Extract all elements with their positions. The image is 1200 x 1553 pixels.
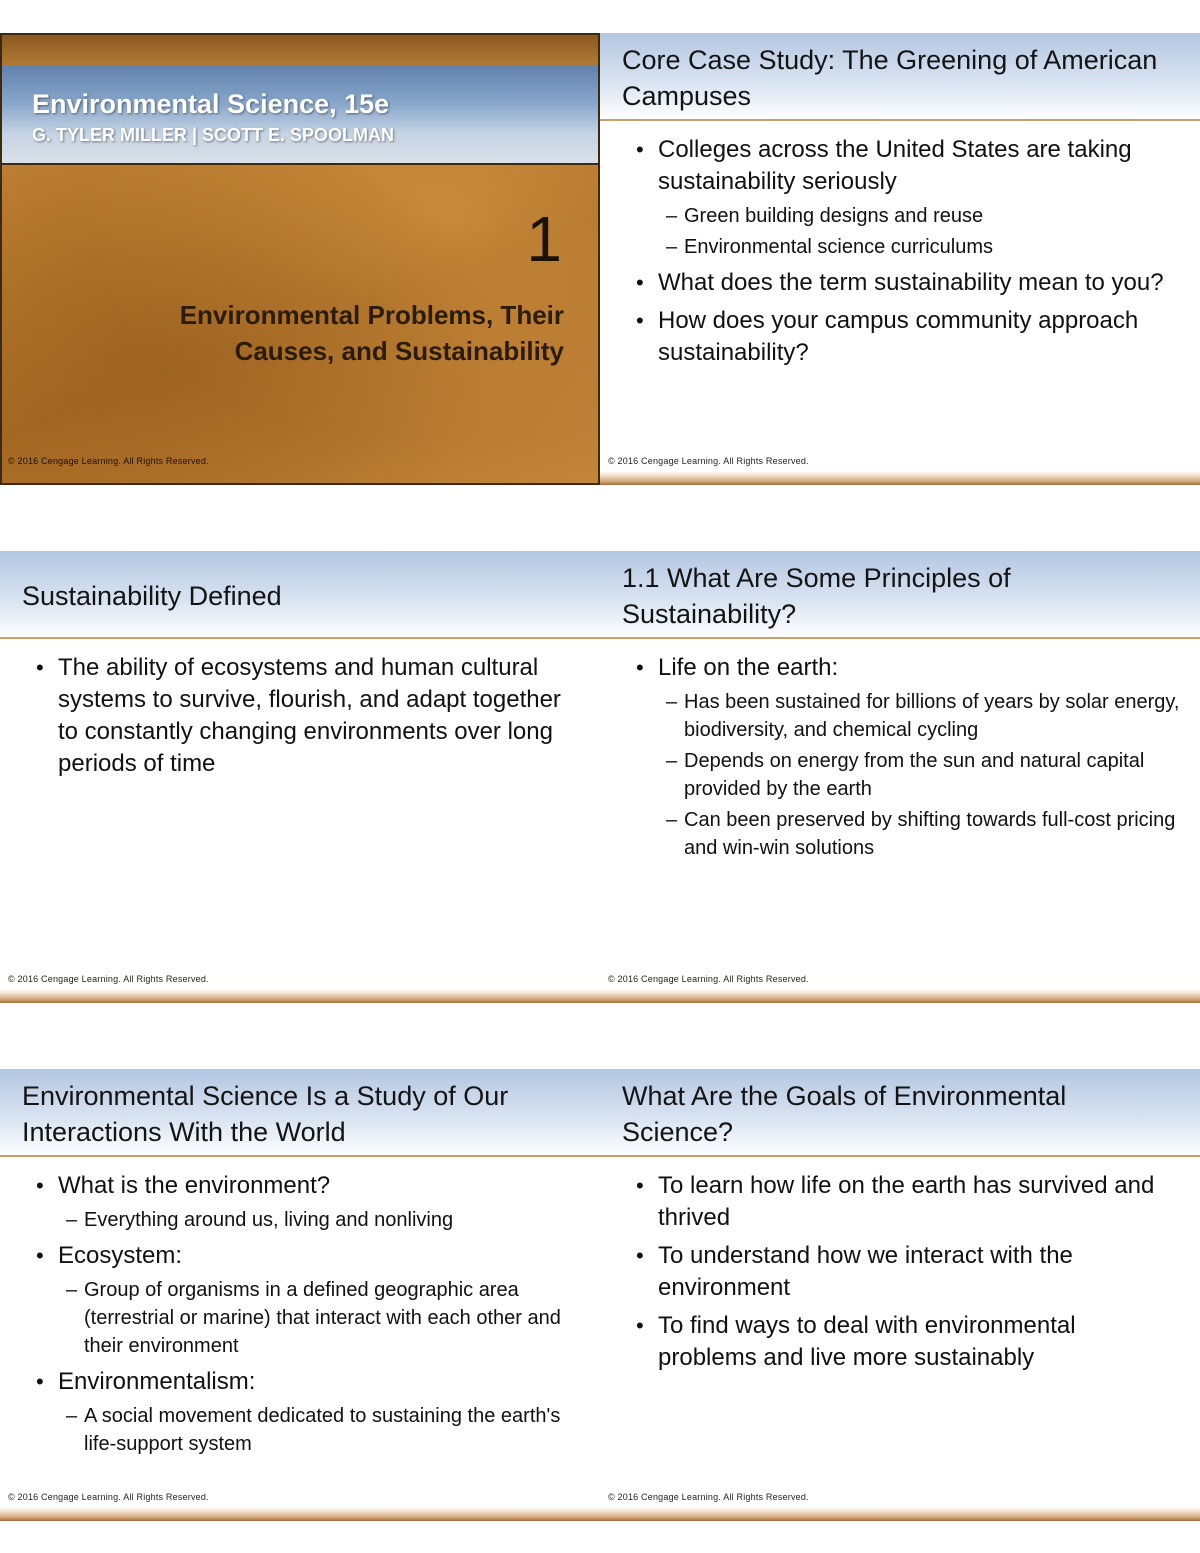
- header-divider: [600, 1155, 1200, 1157]
- slide-core-case-study: [600, 33, 1200, 485]
- slide-environmental-science-study: [0, 1069, 600, 1521]
- bullet-item: • Ecosystem: – Group of organisms in a defined geographic area (terrestrial or marine) that interact with each other and their environment: [0, 1240, 580, 1360]
- copyright-notice: © 2016 Cengage Learning. All Rights Reserved.: [8, 1492, 209, 1502]
- bullet-item: • Colleges across the United States are taking sustainability seriously – Green building designs and reuse – Environmental science curriculums: [600, 134, 1180, 261]
- bullet-item: • What is the environment? – Everything around us, living and nonliving: [0, 1170, 580, 1234]
- copyright-notice: © 2016 Cengage Learning. All Rights Reserved.: [608, 974, 809, 984]
- bullet-item: • To learn how life on the earth has survived and thrived: [600, 1170, 1180, 1234]
- sub-bullet-list: [58, 1402, 580, 1458]
- slide-title: Environmental Science Is a Study of Our Interactions With the World: [22, 1081, 509, 1147]
- copyright-notice: © 2016 Cengage Learning. All Rights Reserved.: [608, 1492, 809, 1502]
- footer-bar: [600, 1507, 1200, 1521]
- sub-bullet-item: – Depends on energy from the sun and natural capital provided by the earth: [658, 747, 1180, 803]
- bullet-item: • Environmentalism: – A social movement dedicated to sustaining the earth's life-support system: [0, 1366, 580, 1458]
- bullet-list: [0, 646, 600, 780]
- header-divider: [600, 637, 1200, 639]
- slide-sustainability-defined: [0, 551, 600, 1003]
- sub-bullet-list: [58, 1276, 580, 1360]
- sub-bullet-item: – Can been preserved by shifting towards full-cost pricing and win-win solutions: [658, 806, 1180, 862]
- header-divider: [0, 1155, 600, 1157]
- slide-title: Core Case Study: The Greening of American Campuses: [622, 45, 1158, 111]
- copyright-notice: © 2016 Cengage Learning. All Rights Reserved.: [8, 974, 209, 984]
- sub-bullet-item: – Has been sustained for billions of years by solar energy, biodiversity, and chemical cycling: [658, 688, 1180, 744]
- book-title: Environmental Science, 15e: [32, 89, 390, 119]
- book-authors: G. TYLER MILLER | SCOTT E. SPOOLMAN: [32, 125, 395, 145]
- sub-bullet-item: – A social movement dedicated to sustaining the earth's life-support system: [58, 1402, 580, 1458]
- slide-goals-of-environmental-science: [600, 1069, 1200, 1521]
- bullet-list: [600, 128, 1200, 369]
- slide-title: Sustainability Defined: [22, 581, 282, 611]
- sub-bullet-item: – Green building designs and reuse: [658, 202, 1180, 230]
- footer-bar: [0, 1507, 600, 1521]
- slide-principles-of-sustainability: [600, 551, 1200, 1003]
- footer-bar: [600, 471, 1200, 485]
- title-slide: [0, 33, 600, 485]
- sub-bullet-item: – Group of organisms in a defined geographic area (terrestrial or marine) that interact with each other and their environment: [58, 1276, 580, 1360]
- copyright-notice: © 2016 Cengage Learning. All Rights Reserved.: [8, 456, 209, 466]
- slide-title: 1.1 What Are Some Principles of Sustainability?: [622, 563, 1011, 629]
- bullet-item: • What does the term sustainability mean to you?: [600, 267, 1180, 299]
- header-divider: [0, 637, 600, 639]
- bullet-list: [600, 1164, 1200, 1374]
- sub-bullet-list: [58, 1206, 580, 1234]
- header-divider: [600, 119, 1200, 121]
- bullet-item: • To understand how we interact with the environment: [600, 1240, 1180, 1304]
- slide-title: What Are the Goals of Environmental Science?: [622, 1081, 1067, 1147]
- copyright-notice: © 2016 Cengage Learning. All Rights Reserved.: [608, 456, 809, 466]
- bullet-item: • How does your campus community approach sustainability?: [600, 305, 1180, 369]
- top-strip: [2, 35, 598, 65]
- bullet-item: • The ability of ecosystems and human cultural systems to survive, flourish, and adapt together to constantly changing environments over long periods of time: [0, 652, 580, 780]
- footer-bar: [0, 989, 600, 1003]
- bullet-item: • Life on the earth: – Has been sustained for billions of years by solar energy, biodiversity, and chemical cycling – Depends on energy from the sun and natural capital provided by the earth – Can been preserved by shifting towards full-cost pricing and win-win solutions: [600, 652, 1180, 862]
- chapter-number: 1: [526, 203, 562, 275]
- bullet-item: • To find ways to deal with environmental problems and live more sustainably: [600, 1310, 1180, 1374]
- sub-bullet-list: [658, 202, 1180, 261]
- bullet-list: [0, 1164, 600, 1462]
- chapter-title: Environmental Problems, Their Causes, and Sustainability: [179, 300, 564, 366]
- footer-bar: [600, 989, 1200, 1003]
- sub-bullet-item: – Environmental science curriculums: [658, 233, 1180, 261]
- sub-bullet-item: – Everything around us, living and nonliving: [58, 1206, 580, 1234]
- sub-bullet-list: [658, 688, 1180, 862]
- bullet-list: [600, 646, 1200, 866]
